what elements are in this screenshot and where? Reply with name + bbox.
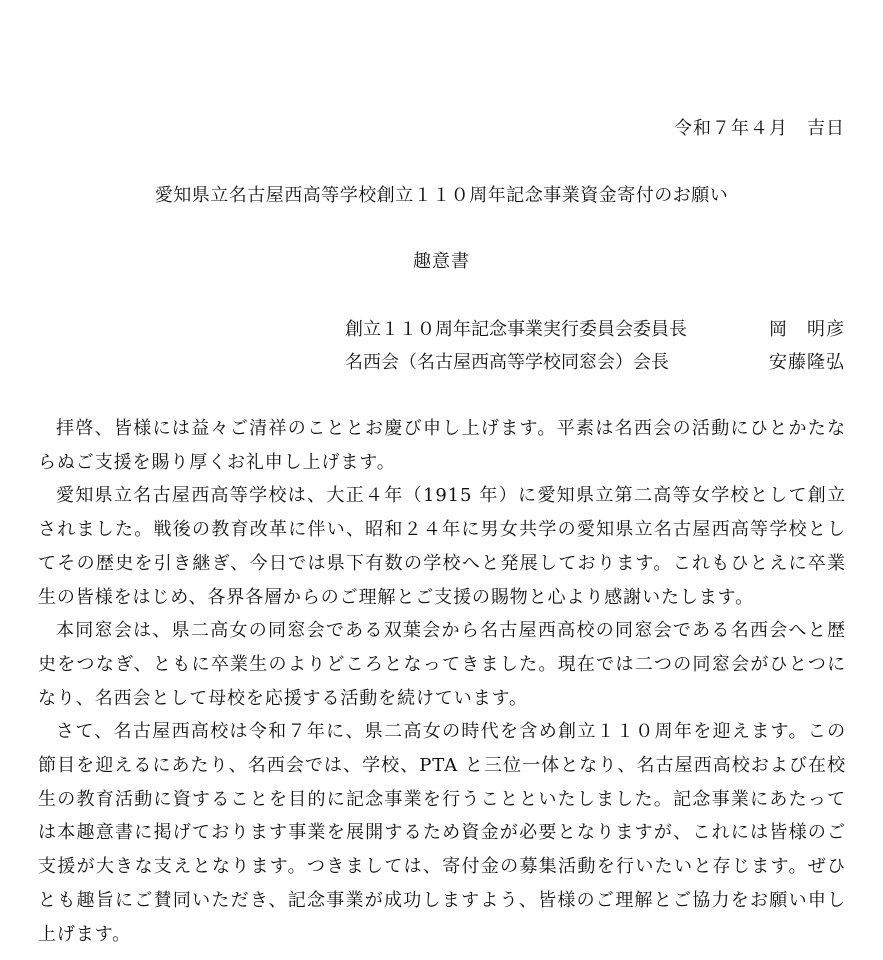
signer-organization: 名西会（名古屋西高等学校同窓会）会長 — [345, 352, 669, 373]
document-body — [38, 412, 846, 951]
body-paragraph: 拝啓、皆様には益々ご清祥のこととお慶び申し上げます。平素は名西会の活動にひとかたならぬご支援を賜り厚くお礼申し上げます。 — [38, 418, 846, 473]
signer-line — [345, 348, 845, 374]
body-paragraph: 愛知県立名古屋西高等学校は、大正４年（1915 年）に愛知県立第二高等女学校として創立されました。戦後の教育改革に伴い、昭和２４年に男女共学の愛知県立名古屋西高等学校としてその歴史を引き継ぎ、今日では県下有数の学校へと発展しております。これもひとえに卒業生の皆様をはじめ、各界各層からのご理解とご支援の賜物と心より感謝いたします。 — [38, 485, 846, 608]
signer-organization: 創立１１０周年記念事業実行委員会委員長 — [345, 319, 687, 340]
document-date: 令和７年４月 吉日 — [674, 118, 845, 139]
body-paragraph: 本同窓会は、県二高女の同窓会である双葉会から名古屋西高校の同窓会である名西会へと歴史をつなぎ、ともに卒業生のよりどころとなってきました。現在では二つの同窓会がひとつになり、名西会として母校を応援する活動を続けています。 — [38, 620, 846, 709]
signer-line — [345, 315, 845, 341]
document-subtitle: 趣意書 — [413, 251, 470, 272]
signer-name: 岡 明彦 — [769, 319, 845, 340]
document-title: 愛知県立名古屋西高等学校創立１１０周年記念事業資金寄付のお願い — [154, 185, 729, 206]
signer-name: 安藤隆弘 — [769, 352, 845, 373]
body-paragraph: さて、名古屋西高校は令和７年に、県二高女の時代を含め創立１１０周年を迎えます。この節目を迎えるにあたり、名西会では、学校、PTA と三位一体となり、名古屋西高校および在校生の教育活動に資することを目的に記念事業を行うことといたしました。記念事業にあたっては本趣意書に掲げております事業を展開するため資金が必要となりますが、これには皆様のご支援が大きな支えとなります。つきましては、寄付金の募集活動を行いたいと存じます。ぜひとも趣旨にご賛同いただき、記念事業が成功しますよう、皆様のご理解とご協力をお願い申し上げます。 — [38, 721, 846, 945]
